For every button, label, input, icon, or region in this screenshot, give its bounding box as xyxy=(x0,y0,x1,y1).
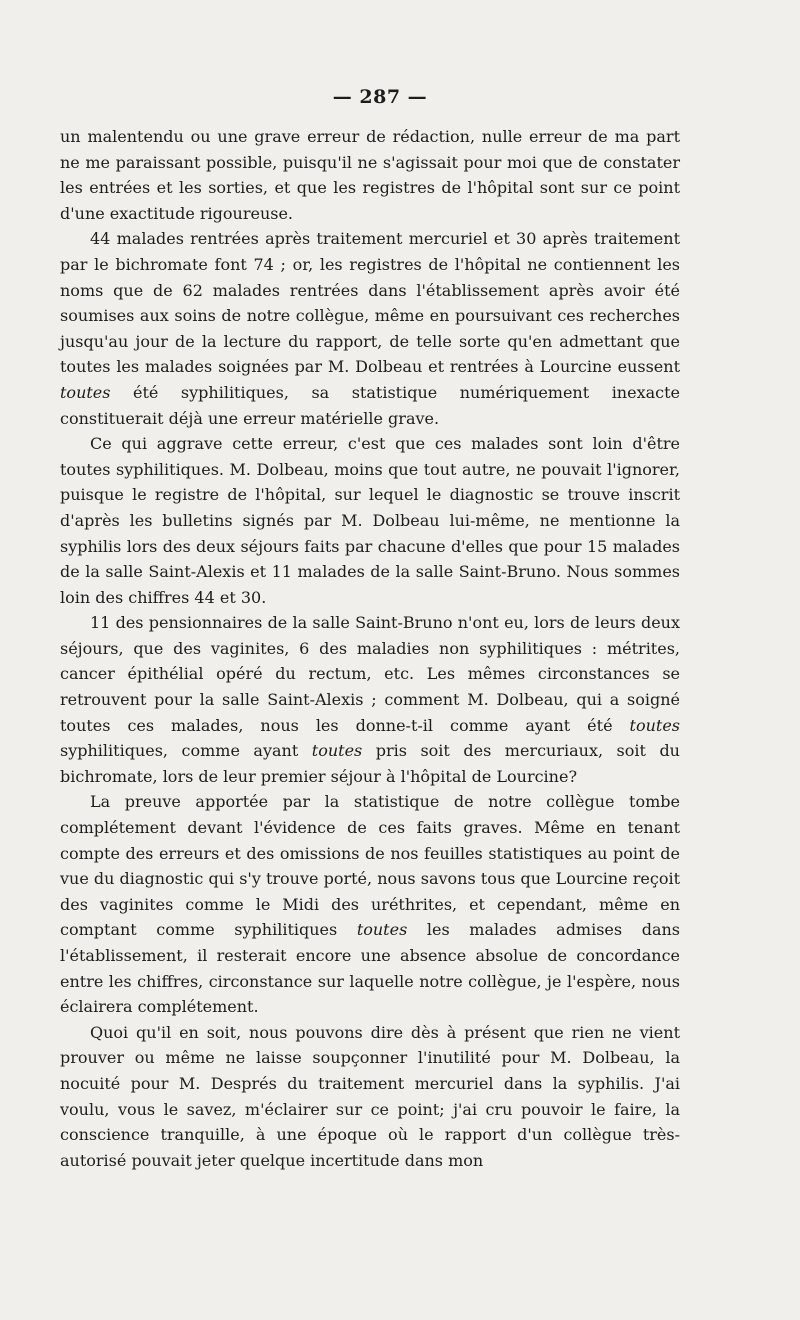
paragraph-p3 xyxy=(60,431,680,610)
text-segment: La preuve apportée par la statistique de notre collègue tombe complétement devant l'évidence de ces faits graves. Même en tenant compte des erreurs et des omissions de nos feuilles statistiques au point de vue du diagnostic qui s'y trouve porté, nous savons tous que Lourcine reçoit des vaginites comme le Midi des uréthrites, et cependant, même en comptant comme syphilitiques xyxy=(60,792,680,940)
body-text xyxy=(60,124,680,1173)
text-segment: 11 des pensionnaires de la salle Saint-Bruno n'ont eu, lors de leurs deux séjours, que des vaginites, 6 des maladies non syphilitiques : métrites, cancer épithélial opéré du rectum, etc. Les mêmes circonstances se retrouvent pour la salle Saint-Alexis ; comment M. Dolbeau, qui a soigné toutes ces malades, nous les donne-t-il comme ayant été xyxy=(60,613,680,735)
text-segment: 44 malades rentrées après traitement mercuriel et 30 après traitement par le bichromate font 74 ; or, les registres de l'hôpital ne contiennent les noms que de 62 malades rentrées dans l'établissement après avoir été soumises aux soins de notre collègue, même en poursuivant ces recherches jusqu'au jour de la lecture du rapport, de telle sorte qu'en admettant que toutes les malades soignées par M. Dolbeau et rentrées à Lourcine eussent xyxy=(60,229,680,377)
emphasis-text: toutes xyxy=(356,920,408,940)
emphasis-text: toutes xyxy=(60,382,111,402)
paragraph-p5 xyxy=(60,789,680,1019)
page-number: — 287 — xyxy=(332,86,428,108)
paragraph-p2 xyxy=(60,226,680,431)
emphasis-text: toutes xyxy=(311,741,363,761)
paragraph-p4 xyxy=(60,610,680,789)
emphasis-text: toutes xyxy=(629,715,680,735)
text-segment: syphilitiques, comme ayant xyxy=(60,741,312,761)
text-segment: les malades admises dans l'établissement, il resterait encore une absence absolue de concordance entre les chiffres, circonstance sur laquelle notre collègue, je l'espère, nous éclairera complétement. xyxy=(60,920,681,1017)
text-segment: Quoi qu'il en soit, nous pouvons dire dès à présent que rien ne vient prouver ou même ne laisse soupçonner l'inutilité pour M. Dolbeau, la nocuité pour M. Després du traitement mercuriel dans la syphilis. J'ai voulu, vous le savez, m'éclairer sur ce point; j'ai cru pouvoir le faire, la conscience tranquille, à une époque où le rapport d'un collègue très-autorisé pouvait jeter quelque incertitude dans mon xyxy=(60,1022,680,1170)
paragraph-p1 xyxy=(60,124,680,226)
text-segment: pris soit des mercuriaux, soit du bichromate, lors de leur premier séjour à l'hôpital de Lourcine? xyxy=(60,741,680,786)
text-segment: un malentendu ou une grave erreur de rédaction, nulle erreur de ma part ne me paraissant possible, puisqu'il ne s'agissait pour moi que de constater les entrées et les sorties, et que les registres de l'hôpital sont sur ce point d'une exactitude rigoureuse. xyxy=(60,127,680,223)
text-segment: été syphilitiques, sa statistique numériquement inexacte constituerait déjà une erreur matérielle grave. xyxy=(60,382,680,428)
text-segment: Ce qui aggrave cette erreur, c'est que ces malades sont loin d'être toutes syphilitiques. M. Dolbeau, moins que tout autre, ne pouvait l'ignorer, puisque le registre de l'hôpital, sur lequel le diagnostic se trouve inscrit d'après les bulletins signés par M. Dolbeau lui-même, ne mentionne la syphilis lors des deux séjours faits par chacune d'elles que pour 15 malades de la salle Saint-Alexis et 11 malades de la salle Saint-Bruno. Nous sommes loin des chiffres 44 et 30. xyxy=(60,434,680,607)
paragraph-p6 xyxy=(60,1020,680,1174)
